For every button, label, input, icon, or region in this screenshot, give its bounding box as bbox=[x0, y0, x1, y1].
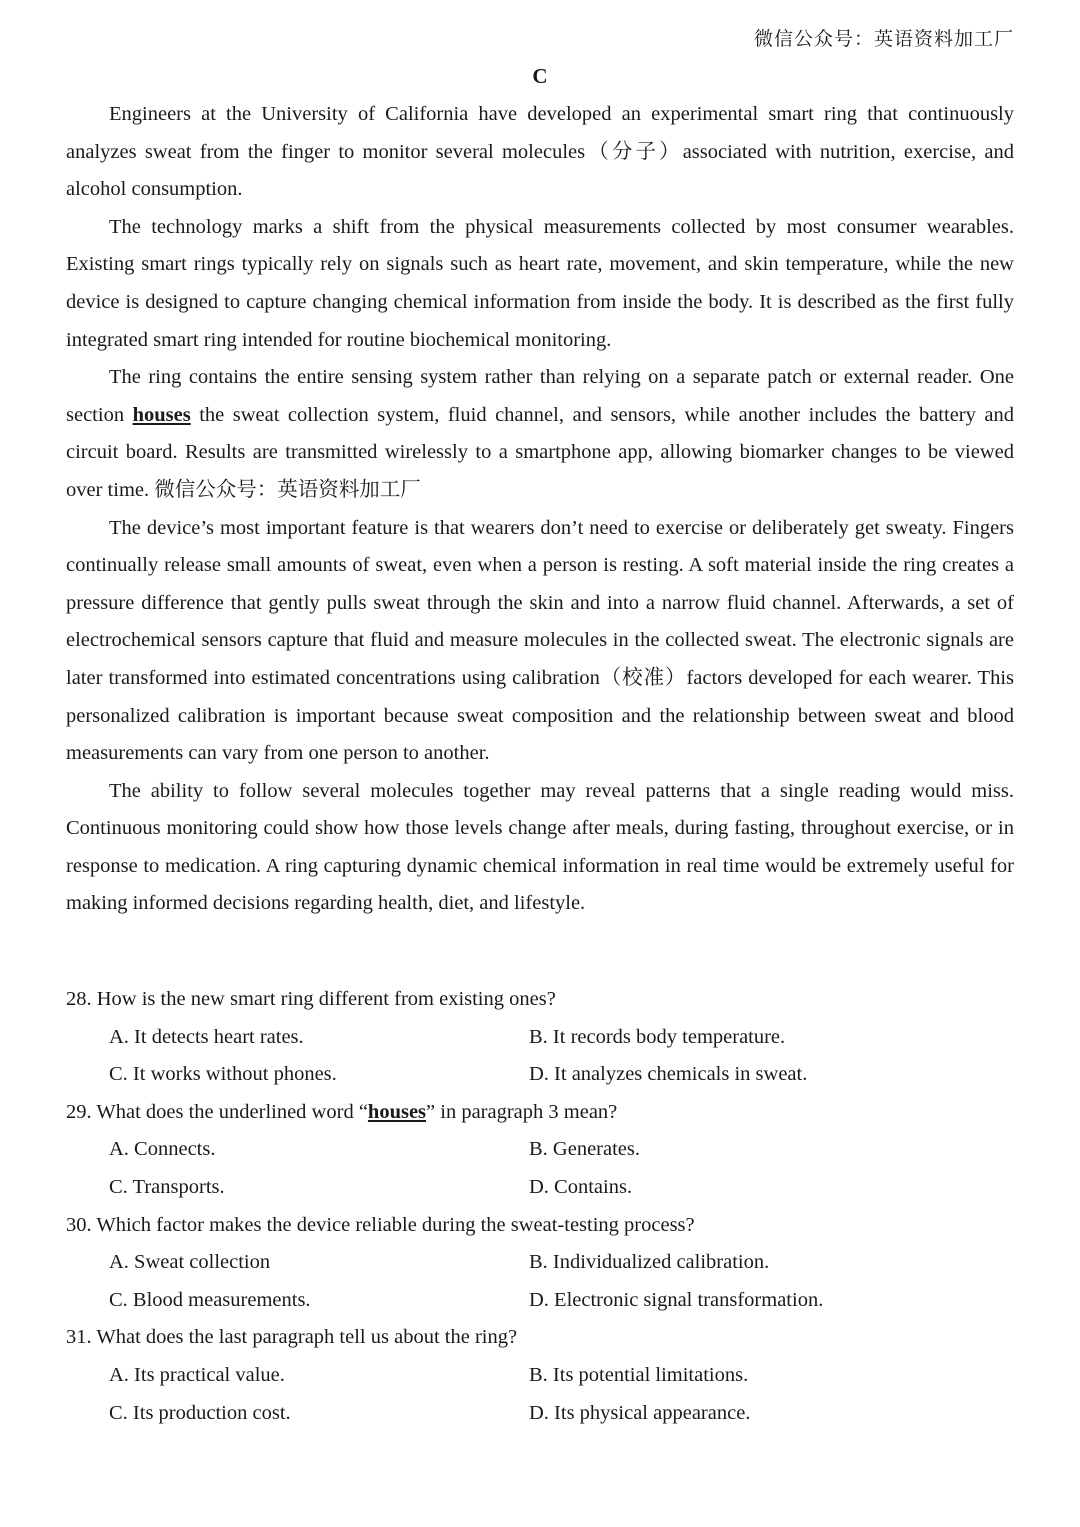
option-b[interactable]: B. Generates. bbox=[529, 1138, 640, 1161]
question-list bbox=[66, 981, 1014, 1432]
option-c[interactable]: C. It works without phones. bbox=[109, 1063, 337, 1086]
paragraph-2 bbox=[66, 209, 1014, 359]
section-letter: C bbox=[532, 64, 548, 88]
option-d[interactable]: D. Electronic signal transformation. bbox=[529, 1288, 824, 1311]
option-a[interactable]: A. It detects heart rates. bbox=[109, 1025, 304, 1048]
paragraph-text: The ability to follow several molecules together may reveal patterns that a single reading would miss. Continuous monitoring could show how those levels change after meals, during fasting, throughout exercise, or in response to medication. A ring capturing dynamic chemical information in real time would be extremely useful for making informed decisions regarding health, diet, and lifestyle. bbox=[66, 779, 1014, 915]
passage bbox=[66, 96, 1014, 923]
paragraph-text: The device’s most important feature is that wearers don’t need to exercise or deliberately get sweaty. Fingers continually release small amounts of sweat, even when a person is resting. A soft material inside the ring creates a pressure difference that gently pulls sweat through the skin and into a narrow fluid channel. Afterwards, a set of electrochemical sensors capture that fluid and measure molecules in the collected sweat. The electronic signals are later transformed into estimated concentrations using calibration（校准）factors developed for each wearer. This personalized calibration is important because sweat composition and the relationship between sweat and blood measurements can vary from one person to another. bbox=[66, 516, 1014, 765]
question-28 bbox=[66, 981, 1014, 1094]
option-a[interactable]: A. Connects. bbox=[109, 1138, 216, 1161]
option-b[interactable]: B. It records body temperature. bbox=[529, 1025, 786, 1048]
option-c[interactable]: C. Transports. bbox=[109, 1175, 225, 1198]
paragraph-1 bbox=[66, 96, 1014, 209]
question-31 bbox=[66, 1319, 1014, 1432]
question-stem: 28. How is the new smart ring different from existing ones? bbox=[66, 988, 556, 1010]
option-d[interactable]: D. Its physical appearance. bbox=[529, 1401, 751, 1424]
option-c[interactable]: C. Its production cost. bbox=[109, 1401, 291, 1424]
question-30 bbox=[66, 1207, 1014, 1320]
option-d[interactable]: D. It analyzes chemicals in sweat. bbox=[529, 1063, 808, 1086]
option-a[interactable]: A. Its practical value. bbox=[109, 1363, 285, 1386]
option-b[interactable]: B. Individualized calibration. bbox=[529, 1251, 770, 1274]
question-stem: 31. What does the last paragraph tell us about the ring? bbox=[66, 1326, 518, 1349]
paragraph-5 bbox=[66, 773, 1014, 923]
option-d[interactable]: D. Contains. bbox=[529, 1175, 633, 1198]
paragraph-text: the sweat collection system, fluid channel, and sensors, while another includes the battery and circuit board. Results are transmitted wirelessly to a smartphone app, allowing biomarker changes to be viewed over time. 微信公众号：英语资料加工厂 bbox=[66, 403, 1014, 501]
watermark-header: 微信公众号：英语资料加工厂 bbox=[753, 28, 1014, 50]
underlined-word: houses bbox=[132, 403, 191, 426]
paragraph-text: The ring contains the entire sensing system rather than relying on a separate patch or external reader. One section bbox=[66, 366, 1014, 426]
option-b[interactable]: B. Its potential limitations. bbox=[529, 1363, 749, 1386]
question-29 bbox=[66, 1094, 1014, 1207]
paragraph-text: The technology marks a shift from the physical measurements collected by most consumer wearables. Existing smart rings typically rely on signals such as heart rate, movement, and skin temperature, while the new device is designed to capture changing chemical information from inside the body. It is described as the first fully integrated smart ring intended for routine biochemical monitoring. bbox=[66, 215, 1014, 351]
option-c[interactable]: C. Blood measurements. bbox=[109, 1288, 311, 1311]
paragraph-4 bbox=[66, 510, 1014, 773]
paragraph-3 bbox=[66, 359, 1014, 509]
option-a[interactable]: A. Sweat collection bbox=[109, 1251, 271, 1274]
underlined-word: houses bbox=[367, 1100, 427, 1123]
question-stem: 30. Which factor makes the device reliable during the sweat-testing process? bbox=[66, 1213, 695, 1236]
question-stem: 29. What does the underlined word “houses” in paragraph 3 mean? bbox=[66, 1100, 618, 1123]
paragraph-text: Engineers at the University of California have developed an experimental smart ring that continuously analyzes sweat from the finger to monitor several molecules（分子）associated with nutrition, exercise, and alcohol consumption. bbox=[66, 103, 1014, 201]
